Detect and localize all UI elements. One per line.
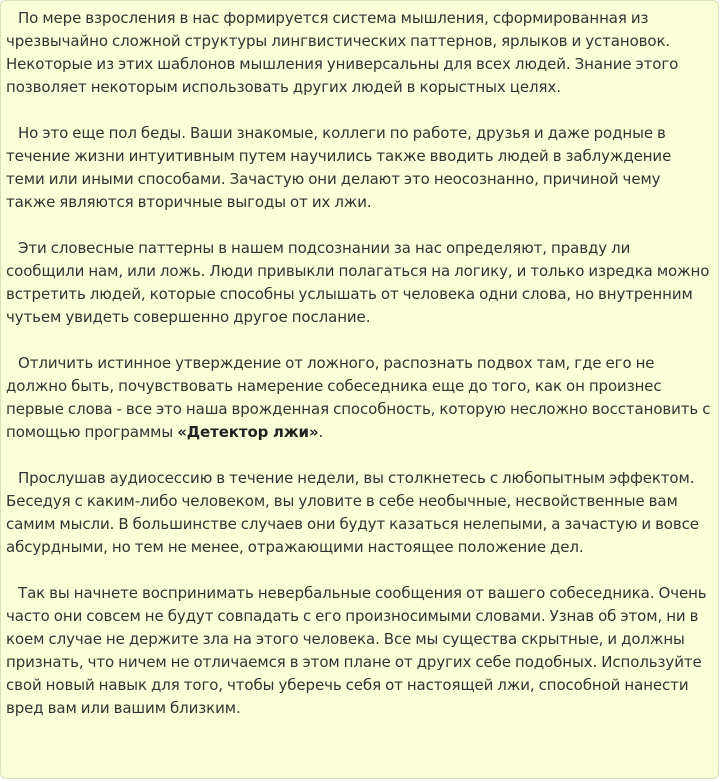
paragraph-1-text: По мере взросления в нас формируется система мышления, сформированная из чрезвычайно сложной структуры лингвистических паттернов, ярлыков и установок. Некоторые из этих шаблонов мышления универсальны для всех людей. Знание этого позволяет некоторым использовать других людей в корыстных целях. <box>6 9 679 96</box>
paragraph-6-text: Так вы начнете воспринимать невербальные сообщения от вашего собеседника. Очень часто они совсем не будут совпадать с его произносимыми словами. Узнав об этом, ни в коем случае не держите зла на этого человека. Все мы существа скрытные, и должны признать, что ничем не отличаемся в этом плане от других себе подобных. Используйте свой новый навык для того, чтобы уберечь себя от настоящей лжи, способной нанести вред вам или вашим близким. <box>6 584 707 717</box>
paragraph-4 <box>6 352 712 444</box>
paragraph-1 <box>6 7 712 99</box>
paragraph-2 <box>6 122 712 214</box>
paragraph-3 <box>6 237 712 329</box>
paragraph-4-end: . <box>318 423 324 441</box>
paragraph-3-text: Эти словесные паттерны в нашем подсознании за нас определяют, правду ли сообщили нам, или ложь. Люди привыкли полагаться на логику, и только изредка можно встретить людей, которые способны услышать от человека одни слова, но внутренним чутьем увидеть совершенно другое послание. <box>6 239 710 326</box>
paragraph-5 <box>6 467 712 559</box>
paragraph-2-text: Но это еще пол беды. Ваши знакомые, коллеги по работе, друзья и даже родные в течение жизни интуитивным путем научились также вводить людей в заблуждение теми или иными способами. Зачастую они делают это неосознанно, причиной чему также являются вторичные выгоды от их лжи. <box>6 124 672 211</box>
paragraph-6 <box>6 582 712 720</box>
paragraph-5-text: Прослушав аудиосессию в течение недели, вы столкнетесь с любопытным эффектом. Беседуя с каким-либо человеком, вы уловите в себе необычные, несвойственные вам самим мысли. В большинстве случаев они будут казаться нелепыми, а зачастую и вовсе абсурдными, но тем не менее, отражающими настоящее положение дел. <box>6 469 699 556</box>
program-name-emphasis: «Детектор лжи» <box>177 423 319 441</box>
paragraph-4-text: Отличить истинное утверждение от ложного, распознать подвох там, где его не должно быть, почувствовать намерение собеседника еще до того, как он произнес первые слова - все это наша врожденная способность, которую несложно восстановить с помощью программы <box>6 354 711 441</box>
